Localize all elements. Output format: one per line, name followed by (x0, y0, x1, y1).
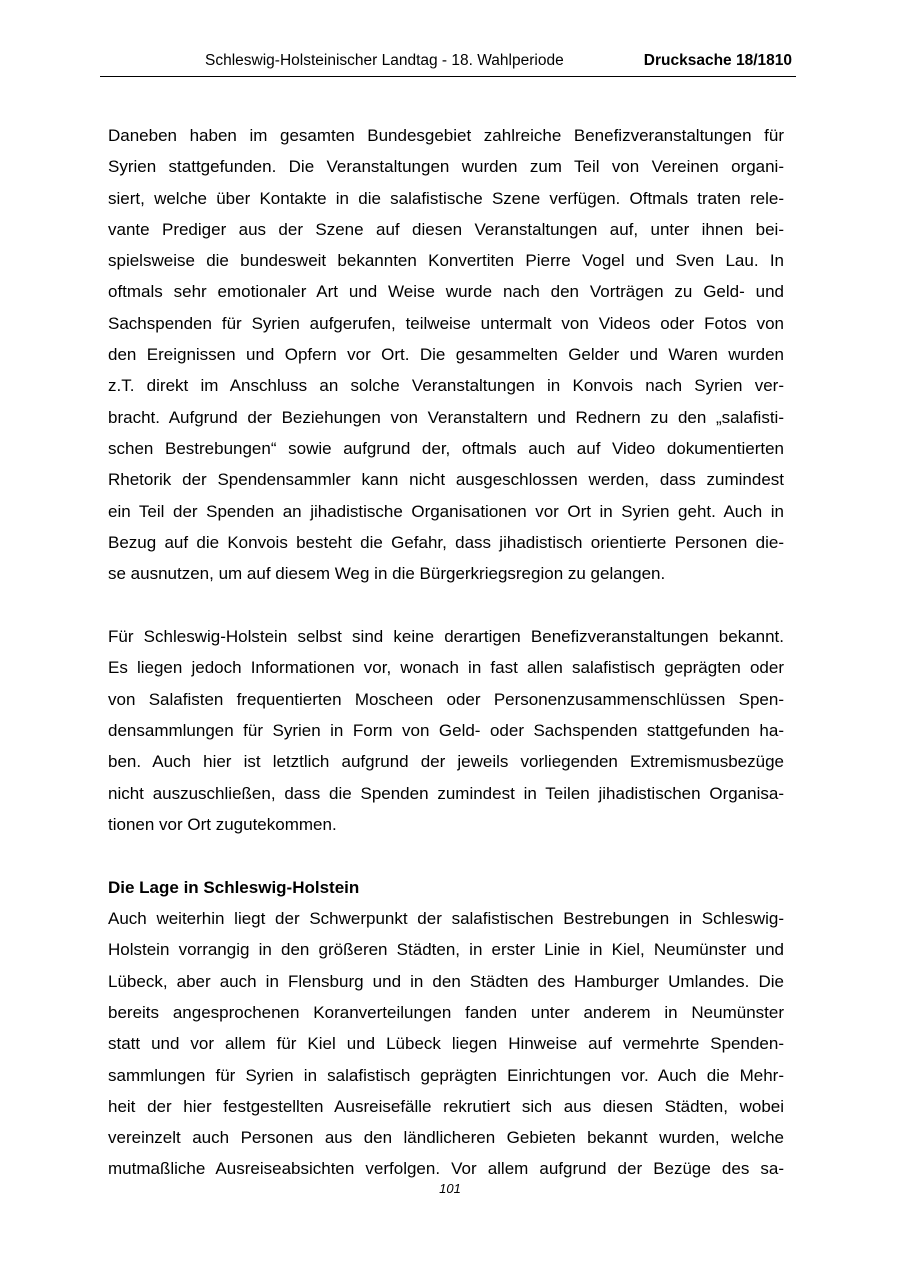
header-title: Schleswig-Holsteinischer Landtag - 18. Wahlperiode (205, 52, 564, 69)
text-line: Syrien stattgefunden. Die Veranstaltungen wurden zum Teil von Vereinen organi- (108, 157, 784, 177)
paragraph-spacer (108, 840, 784, 872)
text-line: ben. Auch hier ist letztlich aufgrund der jeweils vorliegenden Extremismusbezüge (108, 752, 784, 772)
text-line: ein Teil der Spenden an jihadistische Organisationen vor Ort in Syrien geht. Auch in (108, 501, 784, 521)
paragraph-2 (108, 621, 784, 840)
paragraph-1 (108, 120, 784, 589)
text-line: densammlungen für Syrien in Form von Geld- oder Sachspenden stattgefunden ha- (108, 720, 784, 740)
text-line: Für Schleswig-Holstein selbst sind keine derartigen Benefizveranstaltungen bekannt. (108, 627, 784, 647)
text-line: den Ereignissen und Opfern vor Ort. Die gesammelten Gelder und Waren wurden (108, 345, 784, 365)
text-line: Sachspenden für Syrien aufgerufen, teilweise untermalt von Videos oder Fotos von (108, 313, 784, 333)
document-number: Drucksache 18/1810 (643, 52, 792, 69)
text-line: se ausnutzen, um auf diesem Weg in die Bürgerkriegsregion zu gelangen. (108, 564, 666, 584)
document-body (108, 120, 784, 1185)
text-line: Es liegen jedoch Informationen vor, wonach in fast allen salafistisch geprägten oder (108, 658, 784, 678)
text-line: spielsweise die bundesweit bekannten Konvertiten Pierre Vogel und Sven Lau. In (108, 251, 784, 271)
paragraph-spacer (108, 589, 784, 621)
text-line: sammlungen für Syrien in salafistisch geprägten Einrichtungen vor. Auch die Mehr- (108, 1065, 784, 1085)
section-heading: Die Lage in Schleswig-Holstein (108, 877, 360, 897)
text-line: Bezug auf die Konvois besteht die Gefahr, dass jihadistisch orientierte Personen die- (108, 532, 784, 552)
paragraph-3 (108, 903, 784, 1185)
text-line: heit der hier festgestellten Ausreisefälle rekrutiert sich aus diesen Städten, wobei (108, 1096, 784, 1116)
text-line: Daneben haben im gesamten Bundesgebiet zahlreiche Benefizveranstaltungen für (108, 126, 784, 145)
text-line: Holstein vorrangig in den größeren Städten, in erster Linie in Kiel, Neumünster und (108, 940, 784, 960)
text-line: Auch weiterhin liegt der Schwerpunkt der salafistischen Bestrebungen in Schleswig- (108, 909, 784, 929)
text-line: schen Bestrebungen“ sowie aufgrund der, oftmals auch auf Video dokumentierten (108, 438, 784, 458)
text-line: mutmaßliche Ausreiseabsichten verfolgen. Vor allem aufgrund der Bezüge des sa- (108, 1159, 784, 1179)
text-line: z.T. direkt im Anschluss an solche Veranstaltungen in Konvois nach Syrien ver- (108, 376, 784, 396)
text-line: Lübeck, aber auch in Flensburg und in den Städten des Hamburger Umlandes. Die (108, 971, 784, 991)
text-line: Rhetorik der Spendensammler kann nicht ausgeschlossen werden, dass zumindest (108, 470, 784, 490)
text-line: vereinzelt auch Personen aus den ländlicheren Gebieten bekannt wurden, welche (108, 1128, 784, 1148)
text-line: bracht. Aufgrund der Beziehungen von Veranstaltern und Rednern zu den „salafisti- (108, 407, 784, 427)
page-number: 101 (439, 1181, 461, 1196)
text-line: statt und vor allem für Kiel und Lübeck liegen Hinweise auf vermehrte Spenden- (108, 1034, 784, 1054)
text-line: vante Prediger aus der Szene auf diesen Veranstaltungen auf, unter ihnen bei- (108, 219, 784, 239)
text-line: nicht auszuschließen, dass die Spenden zumindest in Teilen jihadistischen Organisa- (108, 783, 784, 803)
text-line: von Salafisten frequentierten Moscheen oder Personenzusammenschlüssen Spen- (108, 689, 784, 709)
text-line: siert, welche über Kontakte in die salafistische Szene verfügen. Oftmals traten rele- (108, 188, 784, 208)
text-line: oftmals sehr emotionaler Art und Weise wurde nach den Vorträgen zu Geld- und (108, 282, 784, 302)
text-line: tionen vor Ort zugutekommen. (108, 814, 337, 834)
page-header (100, 50, 796, 77)
text-line: bereits angesprochenen Koranverteilungen fanden unter anderem in Neumünster (108, 1002, 784, 1022)
